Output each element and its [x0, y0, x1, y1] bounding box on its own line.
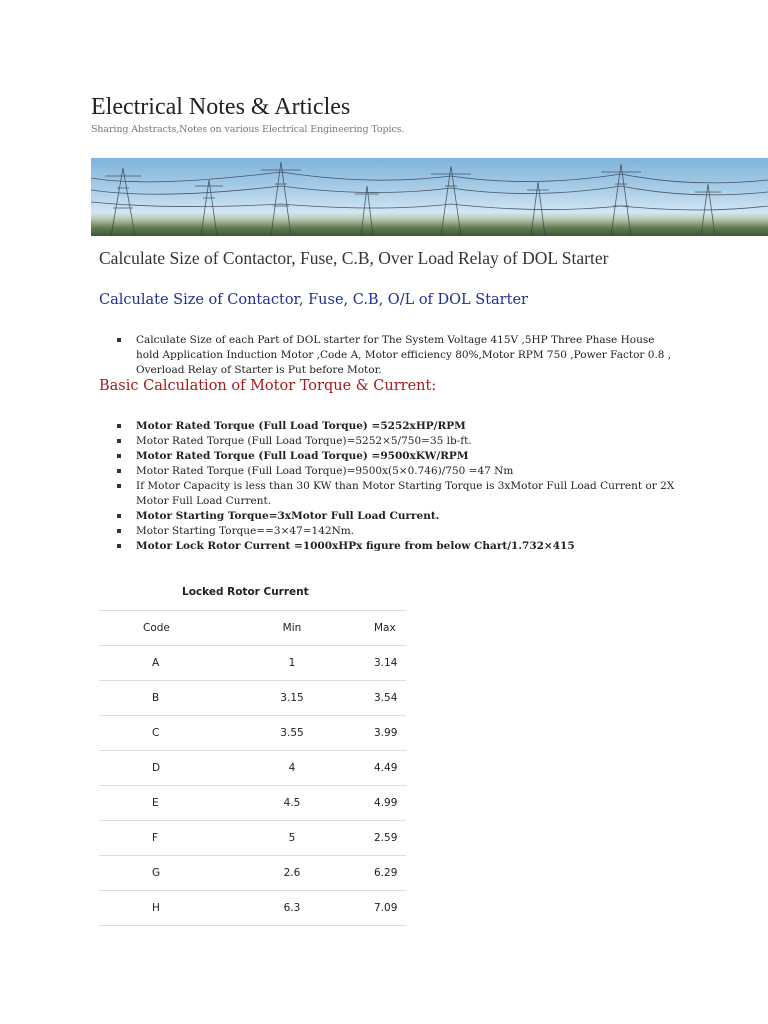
column-header-code: Code	[99, 611, 247, 646]
table-row	[99, 646, 406, 681]
column-header-max: Max	[337, 611, 406, 646]
post-title[interactable]: Calculate Size of Contactor, Fuse, C.B, Over Load Relay of DOL Starter	[99, 248, 609, 268]
cell-min: 1	[247, 646, 337, 681]
header-banner-image	[91, 158, 768, 236]
table-caption: Locked Rotor Current	[182, 586, 309, 598]
table-row	[99, 751, 406, 786]
cell-code: H	[99, 891, 247, 926]
site-title[interactable]: Electrical Notes & Articles	[91, 94, 351, 120]
list-item: Motor Starting Torque=3xMotor Full Load Current.	[117, 509, 677, 524]
calculation-heading: Basic Calculation of Motor Torque & Current:	[99, 378, 437, 394]
list-item: If Motor Capacity is less than 30 KW than Motor Starting Torque is 3xMotor Full Load Current or 2X Motor Full Load Current.	[117, 479, 677, 509]
table-row	[99, 891, 406, 926]
intro-list	[117, 333, 677, 378]
list-item: Motor Starting Torque==3×47=142Nm.	[117, 524, 677, 539]
table-row	[99, 786, 406, 821]
column-header-min: Min	[247, 611, 337, 646]
cell-min: 3.15	[247, 681, 337, 716]
cell-max: 3.99	[337, 716, 406, 751]
cell-code: A	[99, 646, 247, 681]
cell-min: 3.55	[247, 716, 337, 751]
cell-min: 2.6	[247, 856, 337, 891]
cell-min: 4.5	[247, 786, 337, 821]
cell-min: 6.3	[247, 891, 337, 926]
section-subheading: Calculate Size of Contactor, Fuse, C.B, O/L of DOL Starter	[99, 292, 528, 308]
locked-rotor-current-table	[99, 610, 406, 926]
cell-code: B	[99, 681, 247, 716]
cell-max: 3.14	[337, 646, 406, 681]
cell-max: 3.54	[337, 681, 406, 716]
list-item: Motor Rated Torque (Full Load Torque) =9500xKW/RPM	[117, 449, 677, 464]
list-item: Calculate Size of each Part of DOL starter for The System Voltage 415V ,5HP Three Phase House hold Application Induction Motor ,Code A, Motor efficiency 80%,Motor RPM 750 ,Power Factor 0.8 , Overload Relay of Starter is Put before Motor.	[117, 333, 677, 378]
table-header-row	[99, 611, 406, 646]
list-item: Motor Lock Rotor Current =1000xHPx figure from below Chart/1.732×415	[117, 539, 677, 554]
table-row	[99, 681, 406, 716]
cell-max: 2.59	[337, 821, 406, 856]
cell-max: 4.49	[337, 751, 406, 786]
list-item: Motor Rated Torque (Full Load Torque)=9500x(5×0.746)/750 =47 Nm	[117, 464, 677, 479]
table-row	[99, 856, 406, 891]
cell-code: G	[99, 856, 247, 891]
cell-code: D	[99, 751, 247, 786]
list-item: Motor Rated Torque (Full Load Torque)=5252×5/750=35 lb-ft.	[117, 434, 677, 449]
list-item: Motor Rated Torque (Full Load Torque) =5252xHP/RPM	[117, 419, 677, 434]
site-description: Sharing Abstracts,Notes on various Electrical Engineering Topics.	[91, 124, 405, 135]
cell-min: 5	[247, 821, 337, 856]
cell-max: 7.09	[337, 891, 406, 926]
table-row	[99, 821, 406, 856]
calculation-list	[117, 419, 677, 554]
cell-code: C	[99, 716, 247, 751]
cell-code: F	[99, 821, 247, 856]
cell-code: E	[99, 786, 247, 821]
cell-max: 4.99	[337, 786, 406, 821]
table-row	[99, 716, 406, 751]
transmission-towers-image	[91, 158, 768, 236]
cell-min: 4	[247, 751, 337, 786]
cell-max: 6.29	[337, 856, 406, 891]
